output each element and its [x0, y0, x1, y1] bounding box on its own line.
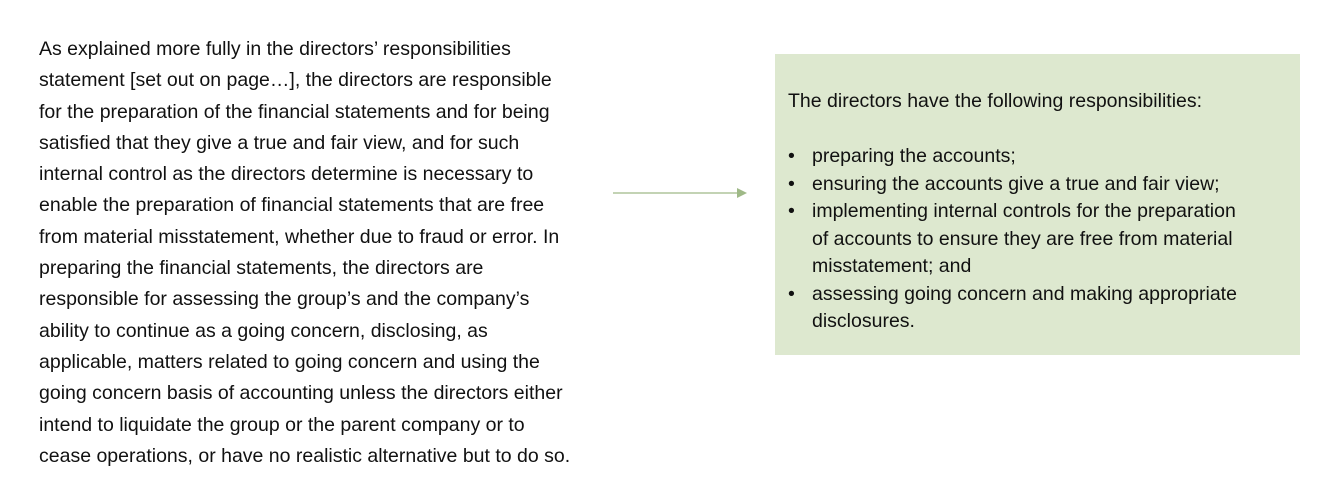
paragraph-line: going concern basis of accounting unless the directors either: [39, 382, 563, 405]
list-item-text: disclosures.: [812, 310, 915, 332]
paragraph-line: cease operations, or have no realistic alternative but to do so.: [39, 444, 571, 467]
paragraph-line: enable the preparation of financial statements that are free: [39, 194, 545, 217]
list-item-text: preparing the accounts;: [812, 145, 1016, 167]
paragraph-line: statement [set out on page…], the directors are responsible: [39, 69, 552, 92]
bullet-icon: •: [788, 200, 795, 222]
paragraph-line: As explained more fully in the directors’ responsibilities: [39, 38, 511, 60]
paragraph-line: satisfied that they give a true and fair view, and for such: [39, 131, 520, 154]
list-item-text: misstatement; and: [812, 255, 972, 277]
responsibilities-summary-box: [775, 54, 1300, 355]
list-item: [788, 171, 1290, 199]
right-arrow-connector: [613, 184, 753, 202]
paragraph-line: ability to continue as a going concern, disclosing, as: [39, 319, 488, 342]
bullet-icon: •: [788, 172, 795, 195]
responsibilities-list: [788, 143, 1290, 336]
bullet-icon: •: [788, 282, 795, 305]
paragraph-line: responsible for assessing the group’s and the company’s: [39, 288, 530, 311]
arrow-head-icon: [737, 188, 747, 198]
paragraph-line: preparing the financial statements, the directors are: [39, 257, 484, 280]
source-paragraph: [39, 34, 629, 472]
summary-intro: The directors have the following responsibilities:: [788, 90, 1203, 112]
list-item: [788, 198, 1290, 281]
paragraph-line: internal control as the directors determine is necessary to: [39, 163, 534, 186]
list-item: [788, 143, 1290, 171]
list-item-text: assessing going concern and making appropriate: [812, 282, 1237, 305]
paragraph-line: for the preparation of the financial statements and for being: [39, 100, 550, 123]
paragraph-line: from material misstatement, whether due to fraud or error. In: [39, 225, 560, 248]
list-item-text: implementing internal controls for the preparation: [812, 200, 1236, 222]
bullet-icon: •: [788, 145, 795, 167]
list-item-text: ensuring the accounts give a true and fair view;: [812, 172, 1220, 195]
list-item: [788, 281, 1290, 336]
paragraph-line: applicable, matters related to going concern and using the: [39, 350, 540, 373]
paragraph-line: intend to liquidate the group or the parent company or to: [39, 413, 525, 436]
list-item-text: of accounts to ensure they are free from material: [812, 227, 1233, 250]
